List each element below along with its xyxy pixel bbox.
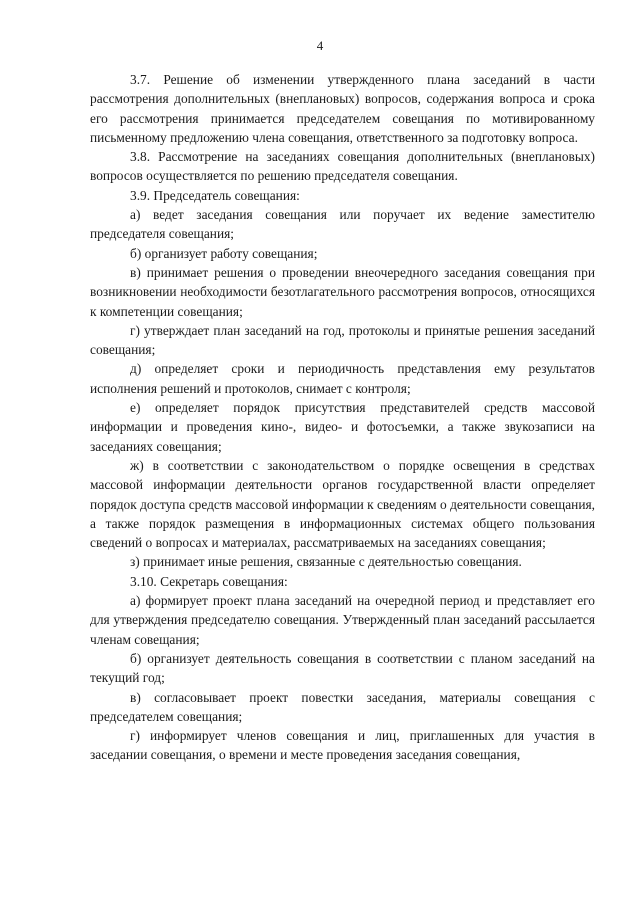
paragraph-3-9-e: е) определяет порядок присутствия представителей средств массовой информации и проведения кино-, видео- и фотосъемки, а также звукозаписи на заседаниях совещания; — [90, 400, 595, 454]
paragraph-3-10-b: б) организует деятельность совещания в соответствии с планом заседаний на текущий год; — [90, 650, 595, 686]
paragraph-3-9-z: з) принимает иные решения, связанные с деятельностью совещания. — [130, 554, 522, 570]
page-number: 4 — [316, 38, 324, 53]
paragraph-3-9-d: д) определяет сроки и периодичность представления ему результатов исполнения решений и протоколов, снимает с контроля; — [90, 361, 595, 396]
paragraph-3-10-g: г) информирует членов совещания и лиц, приглашенных для участия в заседании совещания, о времени и месте проведения заседания совещания, — [90, 728, 595, 763]
paragraph-3-8: 3.8. Рассмотрение на заседаниях совещания дополнительных (внеплановых) вопросов осуществляется по решению председателя совещания. — [90, 149, 595, 184]
paragraph-3-10-v: в) согласовывает проект повестки заседания, материалы совещания с председателем совещания; — [90, 689, 595, 724]
paragraph-3-9-heading: 3.9. Председатель совещания: — [130, 187, 300, 203]
paragraph-3-10-heading: 3.10. Секретарь совещания: — [130, 573, 288, 589]
paragraph-3-9-zh: ж) в соответствии с законодательством о порядке освещения в средствах массовой информации деятельности органов государственной власти определяет порядок доступа средств массовой информации к сведениям о деятельности совещания, а также порядок размещения в информационных системах общего пользования сведений о вопросах и материалах, рассматриваемых на заседаниях совещания; — [90, 457, 595, 551]
paragraph-3-9-g: г) утверждает план заседаний на год, протоколы и принятые решения заседаний совещания; — [90, 322, 595, 358]
paragraph-3-9-a: а) ведет заседания совещания или поручает их ведение заместителю председателя совещания; — [90, 207, 595, 242]
paragraph-3-9-b: б) организует работу совещания; — [130, 245, 318, 261]
paragraph-3-10-a: а) формирует проект плана заседаний на очередной период и представляет его для утверждения председателю совещания. Утвержденный план заседаний рассылается членам совещания; — [90, 593, 595, 647]
paragraph-3-7: 3.7. Решение об изменении утвержденного плана заседаний в части рассмотрения дополнительных (внеплановых) вопросов, содержания вопроса и срока его рассмотрения принимается председателем совещания по мотивированному письменному предложению члена совещания, ответственного за подготовку вопроса. — [90, 72, 595, 145]
paragraph-3-9-v: в) принимает решения о проведении внеочередного заседания совещания при возникновении необходимости безотлагательного рассмотрения вопросов, относящихся к компетенции совещания; — [90, 264, 595, 319]
document-body — [90, 70, 595, 765]
